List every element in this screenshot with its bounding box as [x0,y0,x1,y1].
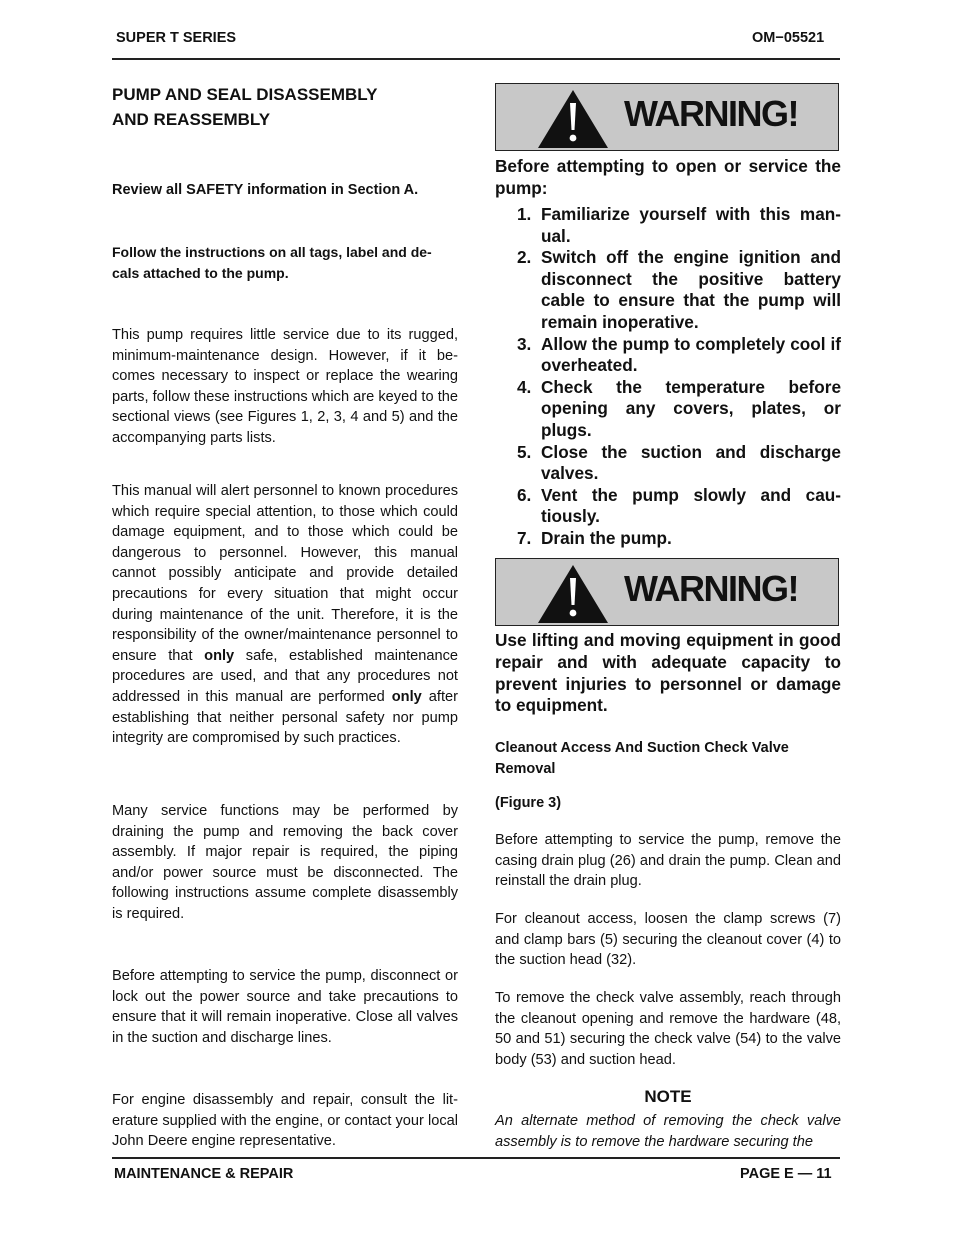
alert-text-c: safe, established maintenance procedures are used, and that any procedures not addressed in this manual are performed [112,647,459,705]
warning-steps-list [495,204,841,550]
list-item [495,485,841,528]
list-item [495,247,841,333]
title-line-2: AND REASSEMBLY [112,110,271,129]
paragraph-service: This pump requires little service due to its rugged, minimum-maintenance design. However, if it becomes necessary to inspect or replace the wearing parts, follow these instructions which are keyed to the sectional views (see Figures 1, 2, 3, 4 and 5) and the accompanying parts lists. [112,327,458,446]
note-text: An alternate method of removing the check valve assembly is to remove the hardware securing the [495,1113,841,1150]
paragraph-engine: For engine disassembly and repair, consult the literature supplied with the engine, or contact your local John Deere engine representative. [112,1092,458,1150]
paragraph-service-functions: Many service functions may be performed by draining the pump and removing the back cover assembly. If major repair is required, the piping and/or power source must be disconnected. The following instructions assume complete disassembly is required. [112,803,458,922]
warning-triangle-icon [536,563,610,625]
step-text: Close the suction and discharge valves. [541,441,841,484]
list-item [495,442,841,485]
warning-2-text: Use lifting and moving equipment in good repair and with adequate capacity to prevent injuries to personnel or damage to equipment. [495,630,841,716]
footer-page-number: PAGE E — 11 [740,1166,832,1182]
section-heading-line-2: Removal [495,760,556,777]
list-item [495,334,841,377]
section-heading-cleanout [495,738,841,779]
step-number: 3. [517,333,532,354]
tags-instructions-text [112,242,458,283]
alert-text-a: This manual will alert personnel to known procedures which require special attention, to those which could damage equipment, and to those which could be dangerous to personnel. However, this manual cannot possibly anticipate and provide detailed precautions for every situation that might occur during maintenance of the unit. Therefore, it is the responsibility of the owner/maintenance personnel to ensure that [112,483,458,664]
paragraph-cleanout-access: For cleanout access, loosen the clamp screws (7) and clamp bars (5) securing the cleanout cover (4) to the suction head (32). [495,911,841,969]
safety-review-text: Review all SAFETY information in Section A. [112,182,419,198]
step-text: Vent the pump slowly and cautiously. [541,484,841,527]
figure-reference: (Figure 3) [495,795,562,811]
step-text: Check the temperature before opening any covers, plates, or plugs. [541,376,841,440]
step-number: 4. [517,376,532,397]
alert-text-e: after establishing that neither personal safety nor pump integrity are compromised by such practices. [112,688,458,747]
warning-banner-1 [495,83,839,151]
tags-line-1: Follow the instructions on all tags, label and de- [112,244,432,260]
alert-emphasis-only-2: only [391,688,422,705]
step-number: 6. [517,484,532,505]
paragraph-drain-plug: Before attempting to service the pump, remove the casing drain plug (26) and drain the pump. Clean and reinstall the drain plug. [495,832,841,890]
step-number: 5. [517,441,532,462]
list-item [495,377,841,442]
step-text: Familiarize yourself with this manual. [541,204,841,246]
warning-label: WARNING! [624,568,798,609]
warning-1-intro: Before attempting to open or service the pump: [495,156,841,198]
step-text: Switch off the engine ignition and disconnect the positive battery cable to ensure that the pump will remain inoperative. [541,247,841,332]
warning-label: WARNING! [624,93,798,134]
step-text: Drain the pump. [541,527,672,548]
alert-emphasis-only-1: only [204,647,235,664]
paragraph-alert [112,481,458,749]
warning-triangle-icon [536,88,610,150]
step-number: 2. [517,247,532,268]
note-heading: NOTE [644,1087,692,1106]
list-item [495,528,841,550]
warning-banner-2 [495,558,839,626]
step-text: Allow the pump to completely cool if overheated. [541,333,841,376]
step-number: 7. [517,527,532,548]
paragraph-power-source: Before attempting to service the pump, disconnect or lock out the power source and take precautions to ensure that it will remain inoperative. Close all valves in the suction and discharge lines. [112,968,458,1046]
list-item [495,204,841,247]
footer-rule [112,1157,840,1159]
paragraph-check-valve: To remove the check valve assembly, reach through the cleanout opening and remove the hardware (48, 50 and 51) securing the check valve (54) to the valve body (53) and suction head. [495,990,841,1068]
step-number: 1. [517,204,532,224]
page-title [112,82,377,132]
section-heading-line-1: Cleanout Access And Suction Check Valve [495,740,789,756]
tags-line-2: cals attached to the pump. [112,264,289,281]
title-line-1: PUMP AND SEAL DISASSEMBLY [112,85,378,104]
header-rule [112,58,840,60]
header-series: SUPER T SERIES [116,30,237,46]
footer-section: MAINTENANCE & REPAIR [114,1166,294,1182]
header-doc-number: OM−05521 [752,30,825,46]
